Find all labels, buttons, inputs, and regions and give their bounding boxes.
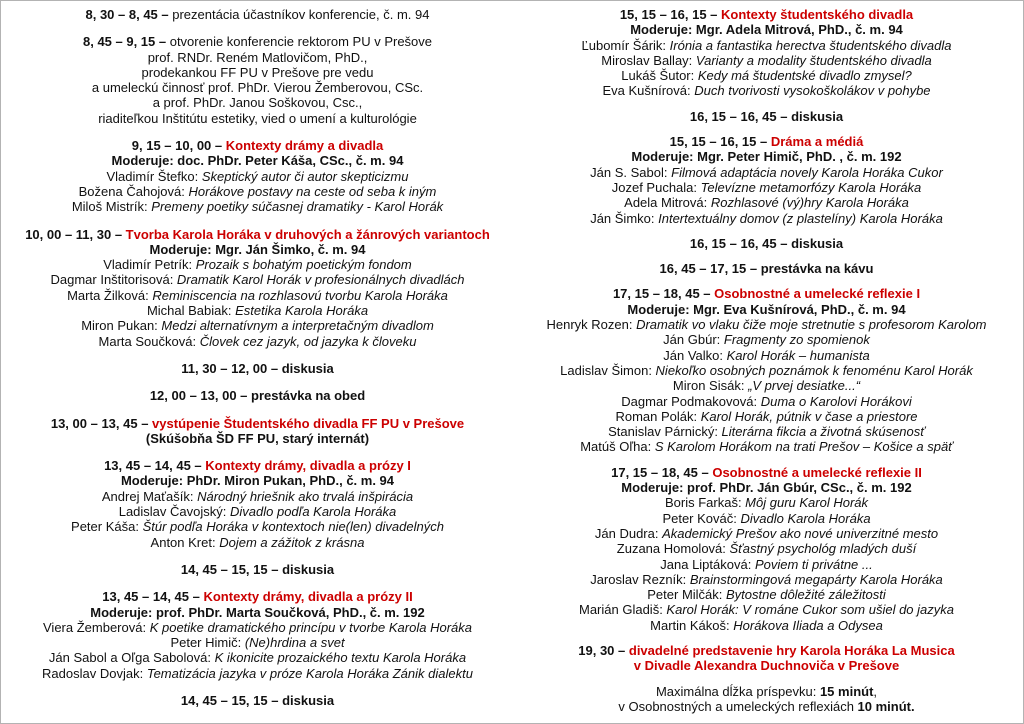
speaker-name: Boris Farkaš: bbox=[664, 495, 746, 511]
program-line bbox=[515, 38, 1018, 53]
speaker-name: Martin Kákoš: bbox=[650, 617, 734, 633]
speaker-name: Marián Gladiš: bbox=[579, 602, 667, 618]
program-block bbox=[515, 465, 1018, 633]
speaker-name: v Osobnostných a umeleckých reflexiách bbox=[618, 698, 858, 714]
speaker-name: Henryk Rozen: bbox=[546, 317, 637, 333]
session-title: Kontexty drámy a divadla bbox=[225, 138, 384, 154]
speaker-name: , bbox=[873, 683, 878, 699]
talk-title: Duma o Karolovi Horákovi bbox=[760, 393, 912, 409]
program-line bbox=[515, 541, 1018, 556]
program-line bbox=[6, 504, 509, 519]
speaker-name: prodekankou FF PU v Prešove pre vedu bbox=[141, 64, 374, 80]
program-line bbox=[6, 489, 509, 504]
program-column-right bbox=[512, 7, 1021, 723]
time-or-bold-text: 8, 45 – 9, 15 – bbox=[82, 34, 170, 50]
program-line bbox=[6, 635, 509, 650]
time-or-bold-text: 10, 00 – 11, 30 – bbox=[25, 226, 126, 242]
speaker-name: Ján S. Sabol: bbox=[590, 164, 672, 180]
time-or-bold-text: Moderuje: Mgr. Ján Šimko, č. m. 94 bbox=[149, 241, 366, 257]
speaker-name: Ján Gbúr: bbox=[663, 332, 724, 348]
speaker-name: Ján Valko: bbox=[663, 347, 727, 363]
speaker-name: Anton Kret: bbox=[150, 534, 220, 550]
program-line bbox=[6, 242, 509, 257]
time-or-bold-text: 8, 30 – 8, 45 – bbox=[85, 7, 173, 22]
program-line bbox=[6, 257, 509, 272]
program-block bbox=[6, 388, 509, 403]
program-block bbox=[6, 7, 509, 22]
talk-title: Dojem a zážitok z krásna bbox=[219, 534, 365, 550]
session-title: Kontexty študentského divadla bbox=[721, 7, 914, 22]
program-line bbox=[515, 465, 1018, 480]
program-line bbox=[515, 495, 1018, 510]
program-line bbox=[6, 693, 509, 708]
program-block bbox=[6, 227, 509, 349]
talk-title: Prozaik s bohatým poetickým fondom bbox=[195, 257, 412, 273]
program-line bbox=[515, 572, 1018, 587]
talk-title: Národný hriešnik ako trvalá inšpirácia bbox=[197, 488, 414, 504]
program-line bbox=[515, 195, 1018, 210]
program-line bbox=[515, 53, 1018, 68]
talk-title: Tematizácia jazyka v próze Karola Horáka Zánik dialektu bbox=[146, 665, 473, 681]
program-line bbox=[515, 211, 1018, 226]
talk-title: Niekoľko osobných poznámok k fenoménu Karol Horák bbox=[655, 362, 973, 378]
speaker-name: Matúš Oľha: bbox=[580, 439, 655, 455]
speaker-name: Stanislav Párnický: bbox=[608, 424, 722, 440]
session-title: Osobnostné a umelecké reflexie I bbox=[714, 286, 921, 302]
talk-title: Literárna fikcia a životná skúsenosť bbox=[721, 424, 925, 440]
program-line bbox=[515, 134, 1018, 149]
program-block bbox=[6, 138, 509, 214]
talk-title: Intertextuálny domov (z plastelíny) Karola Horáka bbox=[658, 210, 943, 226]
time-or-bold-text: 9, 15 – 10, 00 – bbox=[131, 138, 226, 154]
program-line bbox=[6, 272, 509, 287]
speaker-name: Ján Šimko: bbox=[590, 210, 659, 226]
session-title: vystúpenie Študentského divadla FF PU v Prešove bbox=[152, 415, 465, 431]
speaker-name: Vladimír Petrík: bbox=[103, 257, 196, 273]
program-line bbox=[515, 83, 1018, 98]
session-title: Tvorba Karola Horáka v druhových a žánrových variantoch bbox=[125, 226, 490, 242]
talk-title: Môj guru Karol Horák bbox=[745, 495, 868, 511]
program-line bbox=[515, 618, 1018, 633]
talk-title: Karol Horák: V románe Cukor som ušiel do jazyka bbox=[666, 602, 954, 618]
program-line bbox=[6, 666, 509, 681]
talk-title: Irónia a fantastika herectva študentského divadla bbox=[669, 37, 952, 53]
talk-title: K poetike dramatického princípu v tvorbe Karola Horáka bbox=[149, 619, 472, 635]
talk-title: Poviem ti privátne ... bbox=[754, 556, 873, 572]
time-or-bold-text: Moderuje: prof. PhDr. Ján Gbúr, CSc., č. m. 192 bbox=[621, 480, 912, 496]
program-line bbox=[6, 388, 509, 403]
program-line bbox=[515, 109, 1018, 124]
speaker-name: a prof. PhDr. Janou Soškovou, Csc., bbox=[152, 95, 363, 111]
time-or-bold-text: 16, 15 – 16, 45 – diskusia bbox=[689, 108, 844, 124]
program-line bbox=[6, 169, 509, 184]
talk-title: Bytostne dôležité záležitosti bbox=[726, 587, 886, 603]
talk-title: „V prvej desiatke...“ bbox=[748, 378, 861, 394]
program-block bbox=[515, 286, 1018, 454]
time-or-bold-text: 19, 30 – bbox=[578, 642, 629, 658]
program-line bbox=[515, 480, 1018, 495]
program-line bbox=[6, 589, 509, 604]
talk-title: Reminiscencia na rozhlasovú tvorbu Karola Horáka bbox=[152, 287, 448, 303]
time-or-bold-text: 15, 15 – 16, 15 – bbox=[619, 7, 722, 22]
program-block bbox=[515, 236, 1018, 251]
talk-title: Medzi alternatívnym a interpretačným divadlom bbox=[161, 318, 434, 334]
talk-title: Človek cez jazyk, od jazyka k človeku bbox=[199, 333, 417, 349]
program-block bbox=[6, 361, 509, 376]
program-block bbox=[6, 458, 509, 550]
time-or-bold-text: (Skúšobňa ŠD FF PU, starý internát) bbox=[145, 430, 370, 446]
program-line bbox=[515, 236, 1018, 251]
program-line bbox=[6, 318, 509, 333]
speaker-name: Ľubomír Šárik: bbox=[581, 37, 670, 53]
talk-title: S Karolom Horákom na trati Prešov – Košice a späť bbox=[654, 439, 953, 455]
speaker-name: Peter Himič: bbox=[170, 635, 245, 651]
speaker-name: Michal Babiak: bbox=[146, 303, 236, 319]
program-line bbox=[515, 658, 1018, 673]
speaker-name: Radoslav Dovjak: bbox=[42, 665, 147, 681]
program-line bbox=[515, 348, 1018, 363]
program-line bbox=[6, 50, 509, 65]
talk-title: Duch tvorivosti vysokoškolákov v pohybe bbox=[694, 83, 931, 99]
program-line bbox=[6, 334, 509, 349]
talk-title: Karol Horák – humanista bbox=[726, 347, 870, 363]
program-line bbox=[6, 288, 509, 303]
speaker-name: a umeleckú činnosť prof. PhDr. Vierou Žemberovou, CSc. bbox=[91, 80, 424, 96]
time-or-bold-text: 17, 15 – 18, 45 – bbox=[611, 464, 713, 480]
time-or-bold-text: Moderuje: Mgr. Adela Mitrová, PhD., č. m. 94 bbox=[630, 22, 903, 38]
program-column-left bbox=[3, 7, 512, 723]
session-title: divadelné predstavenie hry Karola Horáka La Musica bbox=[628, 642, 955, 658]
speaker-name: Roman Polák: bbox=[615, 408, 701, 424]
time-or-bold-text: Moderuje: doc. PhDr. Peter Káša, CSc., č. m. 94 bbox=[111, 153, 404, 169]
program-line bbox=[515, 165, 1018, 180]
program-line bbox=[6, 650, 509, 665]
time-or-bold-text: Moderuje: PhDr. Miron Pukan, PhD., č. m. 94 bbox=[120, 473, 395, 489]
talk-title: Horákova Iliada a Odysea bbox=[733, 617, 883, 633]
program-line bbox=[515, 394, 1018, 409]
program-block bbox=[515, 261, 1018, 276]
program-line bbox=[6, 431, 509, 446]
program-line bbox=[515, 317, 1018, 332]
talk-title: Horákove postavy na ceste od seba k iným bbox=[188, 183, 437, 199]
talk-title: Karol Horák, pútnik v čase a priestore bbox=[700, 408, 918, 424]
speaker-name: Ladislav Šimon: bbox=[560, 362, 656, 378]
talk-title: Varianty a modality študentského divadla bbox=[695, 52, 932, 68]
talk-title: Rozhlasové (vý)hry Karola Horáka bbox=[710, 195, 909, 211]
time-or-bold-text: 14, 45 – 15, 15 – diskusia bbox=[180, 561, 335, 577]
speaker-name: otvorenie konferencie rektorom PU v Prešove bbox=[169, 34, 433, 50]
talk-title: Akademický Prešov ako nové univerzitné mesto bbox=[662, 525, 939, 541]
speaker-name: Peter Káša: bbox=[71, 519, 143, 535]
time-or-bold-text: 13, 00 – 13, 45 – bbox=[50, 415, 153, 431]
program-line bbox=[515, 526, 1018, 541]
speaker-name: Zuzana Homolová: bbox=[616, 541, 730, 557]
program-block bbox=[6, 589, 509, 681]
talk-title: Premeny poetiky súčasnej dramatiky - Karol Horák bbox=[151, 199, 444, 215]
speaker-name: Dagmar Inštitorisová: bbox=[50, 272, 177, 288]
program-line bbox=[515, 22, 1018, 37]
speaker-name: prezentácia účastníkov konferencie, č. m. 94 bbox=[172, 7, 430, 22]
speaker-name: Miroslav Ballay: bbox=[601, 52, 696, 68]
speaker-name: Dagmar Podmakovová: bbox=[621, 393, 761, 409]
talk-title: Estetika Karola Horáka bbox=[235, 303, 369, 319]
session-title: v Divadle Alexandra Duchnoviča v Prešove bbox=[633, 658, 900, 674]
program-block bbox=[515, 684, 1018, 715]
talk-title: Štúr podľa Horáka v kontextoch nie(len) divadelných bbox=[142, 519, 444, 535]
speaker-name: Jaroslav Rezník: bbox=[590, 571, 690, 587]
program-line bbox=[515, 149, 1018, 164]
talk-title: Filmová adaptácia novely Karola Horáka Cukor bbox=[671, 164, 943, 180]
time-or-bold-text: Moderuje: Mgr. Eva Kušnírová, PhD., č. m. 94 bbox=[627, 301, 906, 317]
program-line bbox=[515, 286, 1018, 301]
time-or-bold-text: 15 minút bbox=[819, 683, 874, 699]
talk-title: Dramatik Karol Horák v profesionálnych divadlách bbox=[176, 272, 465, 288]
speaker-name: Jozef Puchala: bbox=[611, 179, 701, 195]
program-line bbox=[6, 95, 509, 110]
speaker-name: Miloš Mistrík: bbox=[71, 199, 152, 215]
session-title: Osobnostné a umelecké reflexie II bbox=[712, 464, 922, 480]
time-or-bold-text: 13, 45 – 14, 45 – bbox=[102, 589, 204, 605]
program-line bbox=[515, 699, 1018, 714]
speaker-name: Eva Kušnírová: bbox=[602, 83, 695, 99]
program-line bbox=[515, 261, 1018, 276]
speaker-name: Maximálna dĺžka príspevku: bbox=[655, 683, 820, 699]
time-or-bold-text: Moderuje: prof. PhDr. Marta Součková, PhD., č. m. 192 bbox=[90, 604, 425, 620]
program-block bbox=[6, 416, 509, 447]
speaker-name: Miron Pukan: bbox=[81, 318, 162, 334]
program-block bbox=[6, 562, 509, 577]
speaker-name: Miron Sisák: bbox=[672, 378, 749, 394]
speaker-name: riaditeľkou Inštitútu estetiky, vied o umení a kulturológie bbox=[98, 110, 417, 126]
speaker-name: Viera Žemberová: bbox=[43, 619, 150, 635]
time-or-bold-text: 16, 15 – 16, 45 – diskusia bbox=[689, 235, 844, 251]
program-line bbox=[6, 562, 509, 577]
program-line bbox=[515, 439, 1018, 454]
talk-title: Televízne metamorfózy Karola Horáka bbox=[700, 179, 922, 195]
program-line bbox=[6, 7, 509, 22]
program-line bbox=[6, 153, 509, 168]
speaker-name: Vladimír Štefko: bbox=[106, 168, 202, 184]
program-line bbox=[6, 34, 509, 49]
speaker-name: Andrej Maťašík: bbox=[101, 488, 198, 504]
time-or-bold-text: 17, 15 – 18, 45 – bbox=[612, 286, 715, 302]
talk-title: Divadlo Karola Horáka bbox=[740, 510, 871, 526]
program-line bbox=[515, 424, 1018, 439]
talk-title: Divadlo podľa Karola Horáka bbox=[230, 504, 397, 520]
program-line bbox=[515, 602, 1018, 617]
time-or-bold-text: 13, 45 – 14, 45 – bbox=[104, 458, 206, 474]
talk-title: Dramatik vo vlaku čiže moje stretnutie s profesorom Karolom bbox=[636, 317, 987, 333]
time-or-bold-text: Moderuje: Mgr. Peter Himič, PhD. , č. m. 192 bbox=[631, 149, 902, 165]
program-line bbox=[6, 361, 509, 376]
program-block bbox=[6, 693, 509, 708]
speaker-name: Božena Čahojová: bbox=[78, 183, 189, 199]
program-line bbox=[6, 519, 509, 534]
time-or-bold-text: 15, 15 – 16, 15 – bbox=[669, 134, 771, 150]
talk-title: Skeptický autor či autor skepticizmu bbox=[201, 168, 409, 184]
speaker-name: Jana Liptáková: bbox=[660, 556, 755, 572]
program-line bbox=[515, 7, 1018, 22]
time-or-bold-text: 16, 45 – 17, 15 – prestávka na kávu bbox=[659, 261, 874, 277]
program-line bbox=[6, 605, 509, 620]
speaker-name: Ján Dudra: bbox=[594, 525, 663, 541]
program-line bbox=[6, 535, 509, 550]
speaker-name: Adela Mitrová: bbox=[624, 195, 711, 211]
program-block bbox=[515, 643, 1018, 674]
program-line bbox=[6, 111, 509, 126]
program-block bbox=[515, 134, 1018, 226]
program-line bbox=[515, 587, 1018, 602]
program-line bbox=[6, 65, 509, 80]
talk-title: Fragmenty zo spomienok bbox=[723, 332, 870, 348]
program-line bbox=[515, 557, 1018, 572]
speaker-name: Ján Sabol a Oľga Sabolová: bbox=[48, 650, 215, 666]
time-or-bold-text: 12, 00 – 13, 00 – prestávka na obed bbox=[149, 388, 366, 404]
time-or-bold-text: 11, 30 – 12, 00 – diskusia bbox=[181, 360, 334, 376]
speaker-name: Ladislav Čavojský: bbox=[118, 504, 230, 520]
program-line bbox=[6, 416, 509, 431]
program-line bbox=[515, 684, 1018, 699]
program-block bbox=[515, 7, 1018, 99]
program-line bbox=[515, 363, 1018, 378]
program-line bbox=[515, 643, 1018, 658]
speaker-name: Peter Kováč: bbox=[662, 510, 741, 526]
program-line bbox=[6, 303, 509, 318]
program-block bbox=[515, 109, 1018, 124]
program-two-column-layout bbox=[1, 1, 1023, 723]
talk-title: Kedy má študentské divadlo zmysel? bbox=[697, 68, 912, 84]
program-line bbox=[515, 302, 1018, 317]
speaker-name: Marta Žilková: bbox=[67, 287, 153, 303]
program-block bbox=[6, 34, 509, 126]
speaker-name: Lukáš Šutor: bbox=[621, 68, 698, 84]
time-or-bold-text: 14, 45 – 15, 15 – diskusia bbox=[180, 692, 335, 708]
session-title: Kontexty drámy, divadla a prózy II bbox=[203, 589, 413, 605]
time-or-bold-text: 10 minút. bbox=[857, 698, 915, 714]
session-title: Kontexty drámy, divadla a prózy I bbox=[205, 458, 411, 474]
talk-title: K ikonicite prozaického textu Karola Horáka bbox=[214, 650, 467, 666]
session-title: Dráma a médiá bbox=[770, 134, 864, 150]
program-line bbox=[6, 138, 509, 153]
program-line bbox=[515, 332, 1018, 347]
talk-title: Brainstormingová megapárty Karola Horáka bbox=[689, 571, 943, 587]
program-line bbox=[6, 184, 509, 199]
program-line bbox=[515, 68, 1018, 83]
program-line bbox=[6, 458, 509, 473]
program-line bbox=[6, 227, 509, 242]
program-line bbox=[515, 180, 1018, 195]
speaker-name: Peter Milčák: bbox=[647, 587, 727, 603]
program-line bbox=[6, 199, 509, 214]
talk-title: Šťastný psychológ mladých duší bbox=[729, 541, 917, 557]
program-line bbox=[515, 409, 1018, 424]
program-line bbox=[515, 378, 1018, 393]
talk-title: (Ne)hrdina a svet bbox=[244, 635, 345, 651]
speaker-name: prof. RNDr. Reném Matlovičom, PhD., bbox=[147, 49, 368, 65]
speaker-name: Marta Součková: bbox=[98, 333, 200, 349]
program-line bbox=[6, 80, 509, 95]
program-line bbox=[6, 620, 509, 635]
program-line bbox=[515, 511, 1018, 526]
program-line bbox=[6, 473, 509, 488]
